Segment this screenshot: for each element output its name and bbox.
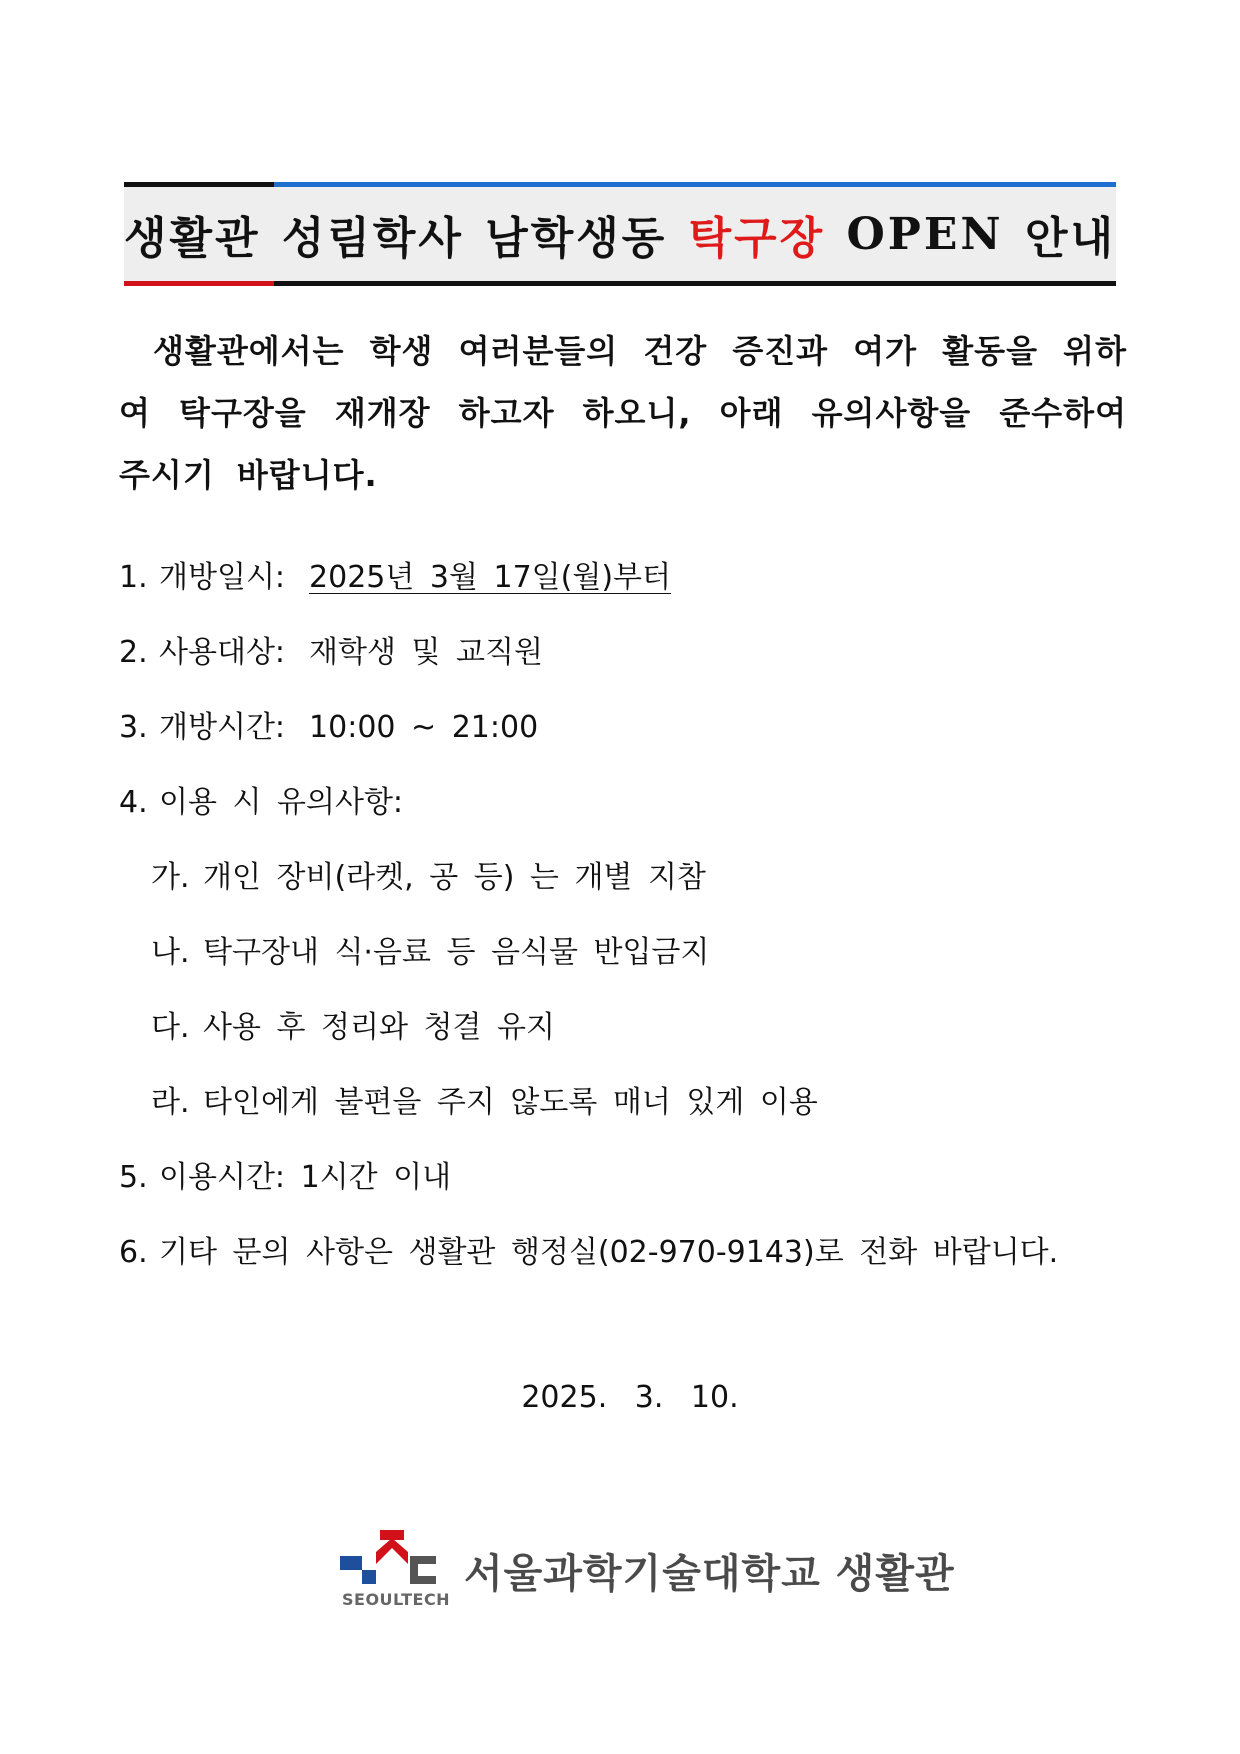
list-item bbox=[119, 1140, 1119, 1215]
intro-text: 생활관에서는 학생 여러분들의 건강 증진과 여가 활동을 위하여 탁구장을 재개장 하고자 하오니, 아래 유의사항을 준수하여 주시기 바랍니다. bbox=[119, 332, 1127, 494]
sub-item-marker: 라. bbox=[151, 1085, 190, 1120]
item-number: 6. bbox=[119, 1235, 148, 1270]
item-label: 개방일시: bbox=[159, 560, 286, 595]
target-users-value: 재학생 및 교직원 bbox=[309, 635, 543, 670]
intro-paragraph bbox=[119, 320, 1127, 506]
sub-item-text: 개인 장비(라켓, 공 등) 는 개별 지참 bbox=[203, 860, 706, 895]
list-item bbox=[119, 540, 1119, 615]
item-label: 개방시간: bbox=[159, 710, 286, 745]
item-number: 3. bbox=[119, 710, 148, 745]
title-word: 안내 bbox=[1024, 213, 1116, 264]
sub-list-item bbox=[119, 915, 1119, 990]
organization-name: 서울과학기술대학교 생활관 bbox=[464, 1551, 955, 1597]
title-word: 생활관 bbox=[124, 213, 261, 264]
list-item bbox=[119, 1215, 1119, 1290]
organization-logo bbox=[340, 1524, 955, 1614]
item-number: 4. bbox=[119, 785, 148, 820]
sub-list-item bbox=[119, 990, 1119, 1065]
sub-item-marker: 가. bbox=[151, 860, 190, 895]
item-label: 이용시간: 1시간 이내 bbox=[159, 1160, 452, 1195]
list-item bbox=[119, 615, 1119, 690]
sub-item-text: 탁구장내 식·음료 등 음식물 반입금지 bbox=[203, 935, 710, 970]
title-word: OPEN bbox=[846, 208, 1004, 260]
item-label: 기타 문의 사항은 생활관 행정실(02-970-9143)로 전화 바랍니다. bbox=[159, 1235, 1059, 1270]
list-item bbox=[119, 765, 1119, 840]
sub-list-item bbox=[119, 1065, 1119, 1140]
sub-item-text: 사용 후 정리와 청결 유지 bbox=[203, 1010, 555, 1045]
seoultech-logo-icon bbox=[340, 1524, 450, 1588]
title-word: 남학생동 bbox=[485, 213, 668, 264]
item-label: 이용 시 유의사항: bbox=[159, 785, 404, 820]
item-label: 사용대상: bbox=[159, 635, 286, 670]
title-word: 성림학사 bbox=[281, 213, 464, 264]
open-date-value: 2025년 3월 17일(월)부터 bbox=[309, 560, 671, 595]
sub-list-item bbox=[119, 840, 1119, 915]
item-number: 1. bbox=[119, 560, 148, 595]
item-number: 5. bbox=[119, 1160, 148, 1195]
sub-item-marker: 나. bbox=[151, 935, 190, 970]
item-number: 2. bbox=[119, 635, 148, 670]
notice-list bbox=[119, 540, 1119, 1290]
list-item bbox=[119, 690, 1119, 765]
sub-item-marker: 다. bbox=[151, 1010, 190, 1045]
title-accent-word: 탁구장 bbox=[688, 213, 826, 264]
title-banner bbox=[124, 182, 1116, 286]
organization-subtitle: SEOULTECH bbox=[342, 1590, 451, 1609]
page-title bbox=[124, 182, 1116, 286]
sub-item-text: 타인에게 불편을 주지 않도록 매너 있게 이용 bbox=[203, 1085, 818, 1120]
notice-date: 2025. 3. 10. bbox=[521, 1380, 739, 1415]
open-hours-value: 10:00 ~ 21:00 bbox=[309, 710, 539, 745]
